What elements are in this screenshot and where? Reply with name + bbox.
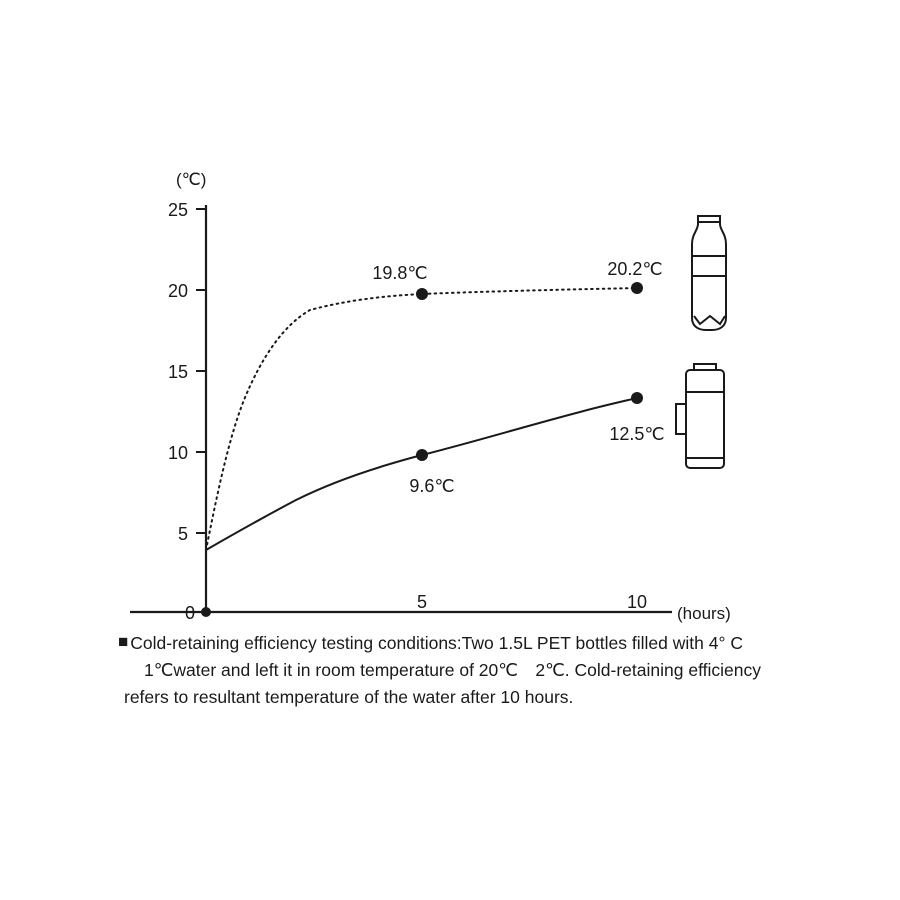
origin-marker bbox=[201, 607, 211, 617]
y-tick-label-5: 5 bbox=[177, 524, 188, 544]
caption-line-2: 1℃water and left it in room temperature of 20℃ 2℃. Cold-retaining efficiency bbox=[144, 660, 761, 681]
pet-bottle-icon bbox=[692, 216, 726, 330]
y-tick-label-20: 20 bbox=[167, 281, 188, 301]
pet-bottle-series-line bbox=[206, 288, 637, 550]
y-tick-label-0: 0 bbox=[184, 603, 195, 623]
y-tick-label-25: 25 bbox=[167, 200, 188, 220]
pet-bottle-10h-label: 20.2℃ bbox=[607, 259, 663, 279]
pet-bottle-point-10h bbox=[631, 282, 643, 294]
vacuum-bottle-point-10h bbox=[631, 392, 643, 404]
y-tick-label-15: 15 bbox=[167, 362, 188, 382]
vacuum-bottle-10h-label: 12.5℃ bbox=[609, 424, 665, 444]
x-tick-label-10: 10 bbox=[626, 592, 648, 612]
pet-bottle-5h-label: 19.8℃ bbox=[372, 263, 428, 283]
x-tick-label-5: 5 bbox=[416, 592, 428, 612]
caption-line-1-row bbox=[118, 630, 798, 657]
vacuum-bottle-5h-label: 9.6℃ bbox=[409, 476, 455, 496]
vacuum-bottle-series-line bbox=[206, 398, 637, 550]
y-axis-unit-label: (℃) bbox=[176, 170, 207, 189]
vacuum-bottle-icon bbox=[676, 364, 724, 468]
caption-block bbox=[118, 630, 798, 711]
y-tick-label-10: 10 bbox=[167, 443, 188, 463]
caption-line-3: refers to resultant temperature of the water after 10 hours. bbox=[124, 687, 574, 708]
caption-line-1: Cold-retaining efficiency testing conditions:Two 1.5L PET bottles filled with 4° C bbox=[130, 633, 743, 653]
x-axis-name-label: (hours) bbox=[677, 604, 731, 623]
pet-bottle-point-5h bbox=[416, 288, 428, 300]
caption-square-marker-icon: ■ bbox=[118, 632, 129, 651]
vacuum-bottle-point-5h bbox=[416, 449, 428, 461]
